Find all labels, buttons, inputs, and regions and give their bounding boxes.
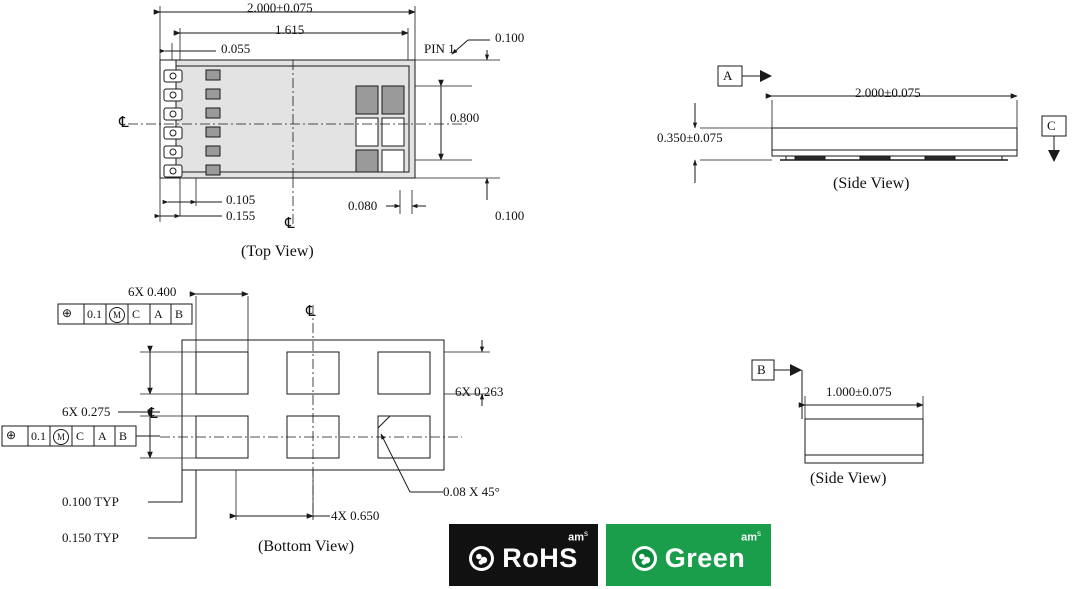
fcf-top-datum-b: B bbox=[175, 307, 184, 321]
datum-c-label: C bbox=[1047, 118, 1056, 133]
dim-left-offset: 0.055 bbox=[221, 41, 251, 56]
centerline-symbol-bottom-top: ℄ bbox=[306, 304, 316, 320]
fcf-left-datum-a: A bbox=[98, 429, 107, 443]
chamfer-note: 0.08 X 45° bbox=[443, 484, 500, 499]
fcf-left-tolerance: 0.1 bbox=[31, 429, 46, 443]
fcf-top-datum-a: A bbox=[154, 307, 163, 321]
centerline-symbol-left: ℄ bbox=[119, 115, 129, 131]
fcf-left-symbol: ⊕ bbox=[6, 428, 17, 442]
view-name-top: (Top View) bbox=[241, 243, 314, 260]
dim-150-typ: 0.150 TYP bbox=[62, 530, 119, 545]
globe-icon bbox=[632, 546, 657, 571]
dim-side-b-width: 1.000±0.075 bbox=[826, 384, 892, 399]
fcf-left-datum-b: B bbox=[119, 429, 128, 443]
dim-pad-width: 0.080 bbox=[348, 198, 378, 213]
dim-bottom-gap: 0.100 bbox=[495, 208, 525, 223]
dim-100-typ: 0.100 TYP bbox=[62, 494, 119, 509]
dim-body-height: 0.800 bbox=[450, 110, 480, 125]
dim-pin1-gap: 0.100 bbox=[495, 30, 525, 45]
rohs-badge bbox=[449, 524, 598, 586]
green-badge-content bbox=[632, 537, 746, 574]
datum-a-label: A bbox=[723, 68, 733, 83]
fcf-top-tolerance: 0.1 bbox=[87, 307, 102, 321]
rohs-badge-content bbox=[469, 537, 578, 574]
fcf-top-symbol: ⊕ bbox=[62, 306, 73, 320]
green-badge bbox=[606, 524, 771, 586]
view-name-side-a: (Side View) bbox=[833, 175, 910, 192]
fcf-top-datum-c: C bbox=[132, 307, 141, 321]
dim-pad-pitch-b: 0.155 bbox=[226, 208, 256, 223]
datum-b-label: B bbox=[757, 362, 766, 377]
rohs-badge-label: RoHS bbox=[502, 542, 578, 573]
fcf-top-modifier: M bbox=[109, 307, 125, 323]
view-name-side-b: (Side View) bbox=[810, 470, 887, 487]
ams-brand-rohs: $am^s$ bbox=[568, 529, 588, 544]
view-name-bottom: (Bottom View) bbox=[258, 538, 355, 555]
dim-pad-pitch-a: 0.105 bbox=[226, 192, 256, 207]
globe-icon bbox=[469, 546, 494, 571]
fcf-left-modifier: M bbox=[53, 429, 69, 445]
green-badge-label: Green bbox=[664, 542, 746, 573]
dim-6x-275: 6X 0.275 bbox=[62, 404, 111, 419]
pin1-label: PIN 1 bbox=[424, 41, 455, 56]
dim-side-width: 2.000±0.075 bbox=[855, 85, 921, 100]
centerline-symbol-bottom-left: ℄ bbox=[148, 406, 158, 422]
dim-4x-650: 4X 0.650 bbox=[331, 508, 380, 523]
fcf-left-datum-c: C bbox=[76, 429, 85, 443]
dim-6x-400: 6X 0.400 bbox=[128, 284, 177, 299]
dim-6x-263: 6X 0.263 bbox=[455, 384, 504, 399]
ams-brand-green: $am^s$ bbox=[741, 529, 761, 544]
centerline-symbol-bottom: ℄ bbox=[285, 216, 295, 232]
dim-inner-width: 1.615 bbox=[275, 22, 305, 37]
dim-overall-width: 2.000±0.075 bbox=[247, 0, 313, 15]
dim-side-height: 0.350±0.075 bbox=[657, 130, 723, 145]
